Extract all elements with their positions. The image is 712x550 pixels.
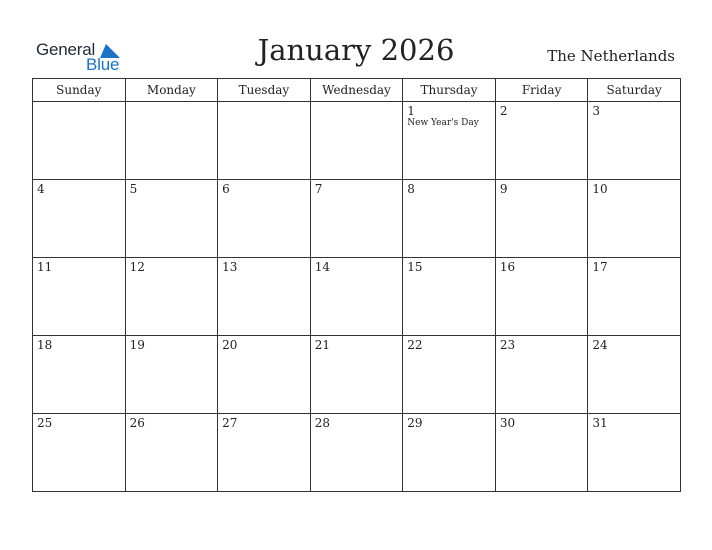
day-number: 20	[222, 338, 238, 352]
calendar-title: January 2026	[257, 33, 455, 67]
calendar-day-cell	[495, 336, 588, 414]
calendar-day-cell	[125, 180, 218, 258]
calendar-day-cell	[403, 180, 496, 258]
weekday-header-thursday: Thursday	[403, 79, 496, 102]
calendar-day-cell	[310, 336, 403, 414]
weekday-header-sunday: Sunday	[33, 79, 126, 102]
calendar-day-cell	[588, 102, 681, 180]
calendar-day-cell	[588, 336, 681, 414]
calendar-day-cell	[33, 180, 126, 258]
month-calendar	[32, 78, 681, 492]
day-number: 12	[129, 260, 145, 274]
calendar-day-cell	[33, 258, 126, 336]
logo-text-general: General	[36, 40, 96, 59]
day-number: 19	[129, 338, 145, 352]
calendar-day-cell	[588, 258, 681, 336]
calendar-day-cell	[495, 180, 588, 258]
calendar-day-cell	[218, 102, 311, 180]
day-number: 31	[592, 416, 608, 430]
day-number: 11	[37, 260, 53, 274]
day-number: 24	[592, 338, 608, 352]
calendar-day-cell	[33, 336, 126, 414]
calendar-day-cell	[33, 414, 126, 492]
day-number: 9	[499, 182, 508, 196]
day-number: 18	[37, 338, 53, 352]
day-number: 8	[407, 182, 415, 196]
day-number	[311, 102, 403, 104]
calendar-day-cell	[218, 258, 311, 336]
weekday-header-monday: Monday	[125, 79, 218, 102]
day-number: 26	[129, 416, 145, 430]
calendar-day-cell	[310, 180, 403, 258]
day-number: 28	[314, 416, 330, 430]
day-number	[33, 102, 125, 104]
calendar-day-cell	[33, 102, 126, 180]
day-number: 16	[499, 260, 516, 274]
calendar-week-row	[33, 258, 681, 336]
day-number: 3	[592, 104, 601, 118]
calendar-day-cell	[310, 102, 403, 180]
day-number: 6	[222, 182, 230, 196]
calendar-day-cell	[218, 414, 311, 492]
day-number: 2	[499, 104, 508, 118]
day-number: 4	[37, 182, 45, 196]
calendar-body	[33, 102, 681, 492]
calendar-day-cell	[495, 258, 588, 336]
day-number	[218, 102, 310, 104]
calendar-day-cell	[403, 102, 496, 180]
day-number: 13	[222, 260, 238, 274]
day-number: 1	[407, 104, 415, 118]
calendar-week-row	[33, 180, 681, 258]
day-number: 29	[407, 416, 423, 430]
day-number: 7	[314, 182, 323, 196]
calendar-day-cell	[310, 258, 403, 336]
calendar-day-cell	[125, 336, 218, 414]
day-number: 30	[499, 416, 516, 430]
calendar-week-row	[33, 414, 681, 492]
day-number	[126, 102, 218, 104]
day-number: 25	[37, 416, 53, 430]
weekday-header-row	[33, 79, 681, 102]
calendar-day-cell	[588, 414, 681, 492]
calendar-day-cell	[403, 336, 496, 414]
calendar-day-cell	[125, 258, 218, 336]
day-number: 23	[499, 338, 516, 352]
day-number: 14	[314, 260, 330, 274]
day-number: 15	[407, 260, 423, 274]
calendar-day-cell	[588, 180, 681, 258]
holiday-label: New Year's Day	[407, 118, 479, 128]
calendar-day-cell	[495, 102, 588, 180]
day-number: 17	[592, 260, 608, 274]
calendar-day-cell	[495, 414, 588, 492]
day-number: 10	[592, 182, 608, 196]
weekday-header-friday: Friday	[495, 79, 588, 102]
calendar-day-cell	[310, 414, 403, 492]
country-name: The Netherlands	[547, 47, 675, 65]
calendar-day-cell	[403, 414, 496, 492]
day-number: 22	[407, 338, 423, 352]
calendar-day-cell	[218, 336, 311, 414]
day-number: 21	[314, 338, 330, 352]
logo-text-blue: Blue	[86, 55, 120, 74]
calendar-day-cell	[218, 180, 311, 258]
calendar-week-row	[33, 336, 681, 414]
weekday-header-tuesday: Tuesday	[218, 79, 311, 102]
weekday-header-saturday: Saturday	[588, 79, 681, 102]
day-number: 5	[129, 182, 138, 196]
weekday-header-wednesday: Wednesday	[310, 79, 403, 102]
calendar-day-cell	[125, 102, 218, 180]
calendar-week-row	[33, 102, 681, 180]
calendar-day-cell	[125, 414, 218, 492]
calendar-day-cell	[403, 258, 496, 336]
day-number: 27	[222, 416, 238, 430]
